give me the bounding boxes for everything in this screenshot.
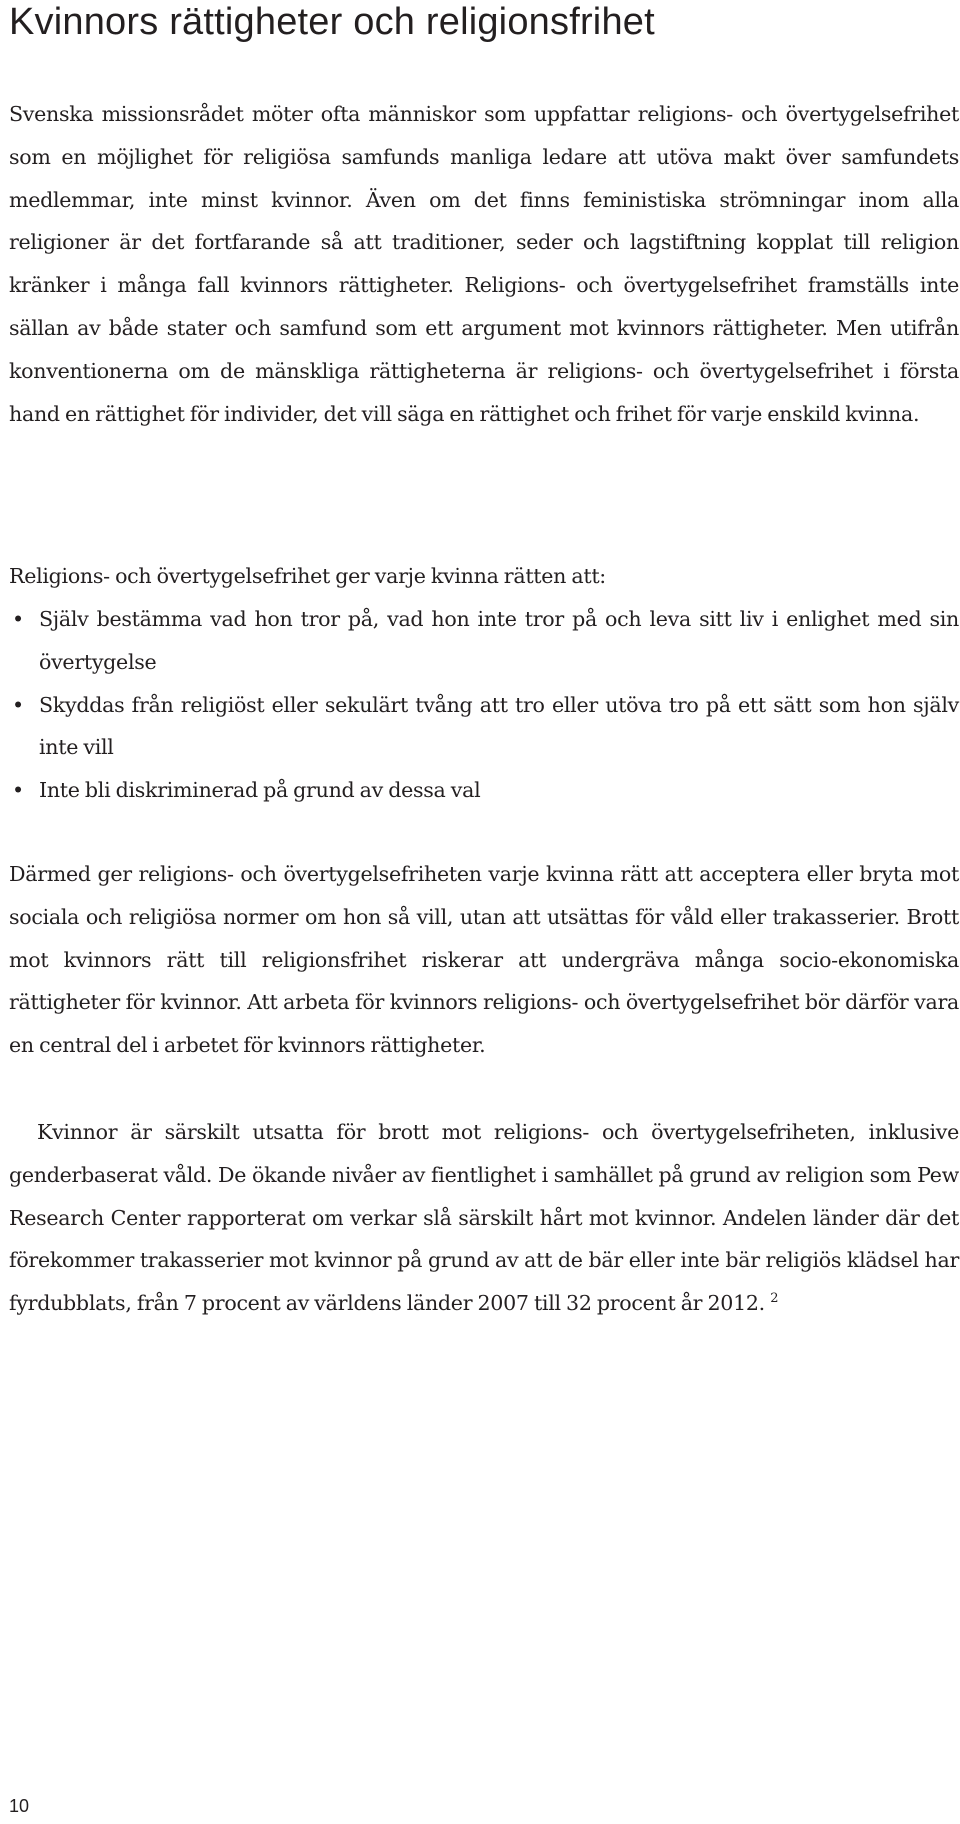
paragraph-statistics-text: Kvinnor är särskilt utsatta för brott mot religions- och övertygelsefriheten, inklusive genderbaserat våld. De ökande nivåer av fientlighet i samhället på grund av religion som Pew Research Center rapporterat om verkar slå särskilt hårt mot kvinnor. Andelen länder där det förekommer trakasserier mot kvinnor på grund av att de bär eller inte bär religiös klädsel har fyrdubblats, från 7 procent av världens länder 2007 till 32 procent år 2012.: [9, 1120, 959, 1316]
paragraph-consequences: Därmed ger religions- och övertygelsefriheten varje kvinna rätt att acceptera eller bryta mot sociala och religiösa normer om hon så vill, utan att utsättas för våld eller trakasserier. Brott mot kvinnors rätt till religionsfrihet riskerar att undergräva många socio-ekonomiska rättigheter för kvinnor. Att arbeta för kvinnors religions- och övertygelsefrihet bör därför vara en central del i arbetet för kvinnors rättigheter.: [9, 862, 959, 1058]
paragraph-statistics: [9, 1111, 959, 1325]
footnote-reference: 2: [770, 1291, 779, 1307]
list-item: [9, 598, 959, 684]
list-item-text: Inte bli diskriminerad på grund av dessa val: [39, 778, 481, 803]
bullet-icon: •: [12, 607, 24, 631]
page-number: 10: [9, 1796, 30, 1816]
bullet-icon: •: [12, 692, 24, 717]
list-intro: Religions- och övertygelsefrihet ger varje kvinna rätten att:: [9, 564, 606, 588]
bullet-icon: •: [12, 778, 24, 803]
rights-list: [9, 598, 959, 812]
list-item-text: Skyddas från religiöst eller sekulärt tvång att tro eller utöva tro på ett sätt som hon själv inte vill: [39, 692, 959, 760]
list-item: [9, 769, 959, 812]
list-item: [9, 684, 959, 770]
page-title: Kvinnors rättigheter och religionsfrihet: [9, 1, 655, 43]
paragraph-intro: Svenska missionsrådet möter ofta människor som uppfattar religions- och övertygelsefrihet som en möjlighet för religiösa samfunds manliga ledare att utöva makt över samfundets medlemmar, inte minst kvinnor. Även om det finns feministiska strömningar inom alla religioner är det fortfarande så att traditioner, seder och lagstiftning kopplat till religion kränker i många fall kvinnors rättigheter. Religions- och övertygelsefrihet framställs inte sällan av både stater och samfund som ett argument mot kvinnors rättigheter. Men utifrån konventionerna om de mänskliga rättigheterna är religions- och övertygelsefrihet i första hand en rättighet för individer, det vill säga en rättighet och frihet för varje enskild kvinna.: [9, 102, 959, 426]
list-item-text: Själv bestämma vad hon tror på, vad hon inte tror på och leva sitt liv i enlighet med sin övertygelse: [39, 607, 959, 674]
